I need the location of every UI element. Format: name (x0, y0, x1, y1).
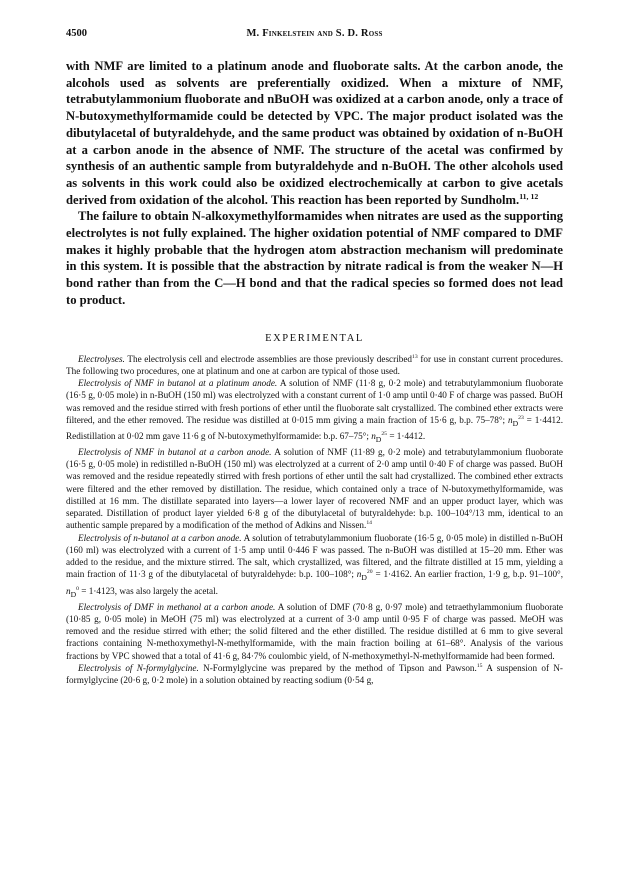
paragraph-text: with NMF are limited to a platinum anode and fluoborate salts. At the carbon anode, the alcohols used as solvents are preferentially oxidized. When a mixture of NMF, tetrabutylammonium fluoborate and nBuOH was oxidized at a carbon anode, only a trace of N-butoxymethylformamide could be detected by VPC. The major product isolated was the dibutylacetal of butyraldehyde, and the same product was obtained by oxidation of n-BuOH at a carbon anode in the absence of NMF. The structure of the acetal was confirmed by synthesis of an authentic sample from butyraldehyde and n-BuOH. The other alcohols used as solvents in this work could also be oxidized electrochemically at carbon to give acetals derived from oxidation of the alcohol. This reaction has been reported by Sundholm. (66, 59, 563, 207)
page-header (66, 28, 563, 46)
reference-marker: 11, 12 (519, 191, 539, 201)
paragraph-text: A solution of NMF (11·89 g, 0·2 mole) and tetrabutylammonium fluoborate (16·5 g, 0·05 mole) in redistilled n-BuOH (150 ml) was electrolyzed at a current of 2·0 amp until 0·40 F of charge was passed. BuOH was removed and the residue repeatedly stirred with fresh portions of ether until the salt had crystallized. The combined ether extracts were filtered and the ether removed by distillation. The residue, which contained only a trace of N-butoxymethylformamide, was distilled at 16 mm. The distillate separated into layers—a lower layer of recovered NMF and an upper product layer, which was separated. Distillation of product layer yielded 6·8 g of the dibutylacetal of butyraldehyde: b.p. 100–104°/13 mm, identical to an authentic sample prepared by a modification of the method of Adkins and Nissen. (66, 446, 563, 531)
paragraph-title: Electrolysis of n-butanol at a carbon anode. (78, 532, 242, 543)
discussion-text (66, 58, 563, 309)
paragraph-text: A solution of tetrabutylammonium fluoborate (16·5 g, 0·05 mole) in distilled n-BuOH (160 ml) was electrolyzed with a current of 1·5 amp until 0·446 F was passed. The n-BuOH was distilled at 15–20 mm. Ether was added to the residue, and the mixture stirred. The salt, which crystallized, was filtered, and the filtrate distilled at 15 mm, yielding a main fraction of 11·3 g of the dibutylacetal of butyraldehyde: b.p. 100–108°; (66, 532, 563, 580)
paragraph-title: Electrolysis of N-formylglycine. (78, 662, 199, 673)
subscript: D (361, 573, 367, 583)
reference-marker: 14 (366, 520, 372, 527)
paragraph-butanol-carbon (66, 532, 563, 601)
running-head: M. Finkelstein and S. D. Ross (246, 28, 383, 39)
refractive-index-symbol: n (507, 414, 513, 425)
paragraph-text: N-Formylglycine was prepared by the method of Tipson and Pawson. (203, 662, 477, 673)
paragraph-title: Electrolysis of NMF in butanol at a carbon anode. (78, 446, 272, 457)
intro-paragraph-1 (66, 58, 563, 208)
paragraph-title: Electrolysis of DMF in methanol at a carbon anode. (78, 601, 276, 612)
paragraph-nmf-platinum (66, 377, 563, 446)
paragraph-text: = 1·4162. An earlier fraction, 1·9 g, b.p. 91–100°, (375, 569, 564, 580)
subscript: D (512, 418, 519, 428)
paragraph-formylglycine (66, 662, 563, 687)
superscript: 20 (366, 569, 373, 576)
refractive-index-symbol: n (66, 585, 71, 596)
paragraph-nmf-carbon (66, 446, 563, 532)
reference-marker: 15 (476, 662, 483, 669)
paragraph-text: A solution of DMF (70·8 g, 0·97 mole) and tetraethylammonium fluoborate (10·85 g, 0·05 mole) in MeOH (75 ml) was electrolyzed at a current of 3·0 amp until 0·95 F of charge was passed. MeOH was removed and the residue stirred with ether; the solid filtered and the ether distilled. The residue distilled at 6 mm to give several fractions containing N-methoxymethyl-N-methylformamide, with the main fraction boiling at 61–68°. Analysis of the various fractions by VPC showed that a total of 41·6 g, 84·7% coulombic yield, of N-methoxymethyl-N-methylformamide had been formed. (66, 601, 563, 661)
subscript: D (375, 434, 382, 444)
paragraph-text: A suspension of N-formylglycine (20·6 g, 0·2 mole) in a solution obtained by reacting sodium (0·54 g, (66, 662, 563, 686)
journal-page (66, 28, 563, 878)
paragraph-text: = 1·4412. Redistillation at 0·02 mm gave 11·6 g of N-butoxymethylformamide: b.p. 67–75°; (66, 414, 564, 441)
paragraph-electrolyses (66, 353, 563, 378)
paragraph-title: Electrolyses. (78, 353, 125, 364)
superscript: 0 (76, 585, 79, 592)
subscript: D (70, 589, 77, 599)
superscript: 23 (518, 414, 524, 421)
reference-marker: 13 (412, 353, 418, 360)
section-heading: EXPERIMENTAL (265, 332, 364, 344)
paragraph-dmf-carbon (66, 601, 563, 662)
page-number: 4500 (66, 28, 87, 39)
paragraph-text: = 1·4123, was also largely the acetal. (81, 585, 218, 596)
refractive-index-symbol: n (356, 569, 362, 580)
intro-paragraph-2: The failure to obtain N-alkoxymethylformamides when nitrates are used as the supporting electrolytes is not fully explained. The higher oxidation potential of NMF compared to DMF makes it highly probable that the hydrogen atom abstraction mechanism will predominate in this system. It is possible that the abstraction by nitrate radical is from the weaker N—H bond rather than from the C—H bond and that the radical species so formed does not lead to product. (66, 209, 563, 307)
paragraph-text: A solution of NMF (11·8 g, 0·2 mole) and tetrabutylammonium fluoborate (16·5 g, 0·05 mole) in n-BuOH (150 ml) was electrolyzed with a constant current of 1·0 amp until 0·40 F of charge was passed. BuOH was removed and the residue stirred with fresh portions of ether until the fluoborate salt crystallized. The combined ether extracts were filtered, and the ether removed. The residue was distilled at 0·015 mm giving a main fraction of 15·6 g, b.p. 75–78°; (66, 378, 563, 425)
superscript: 25 (381, 430, 388, 437)
paragraph-text: for use in constant current procedures. The following two procedures, one at platinum and one at carbon are typical of those used. (66, 353, 564, 376)
paragraph-text: = 1·4412. (389, 430, 426, 441)
paragraph-title: Electrolysis of NMF in butanol at a platinum anode. (78, 378, 278, 389)
experimental-section (66, 353, 563, 687)
refractive-index-symbol: n (371, 430, 376, 441)
paragraph-text: The electrolysis cell and electrode assemblies are those previously described (127, 353, 413, 364)
